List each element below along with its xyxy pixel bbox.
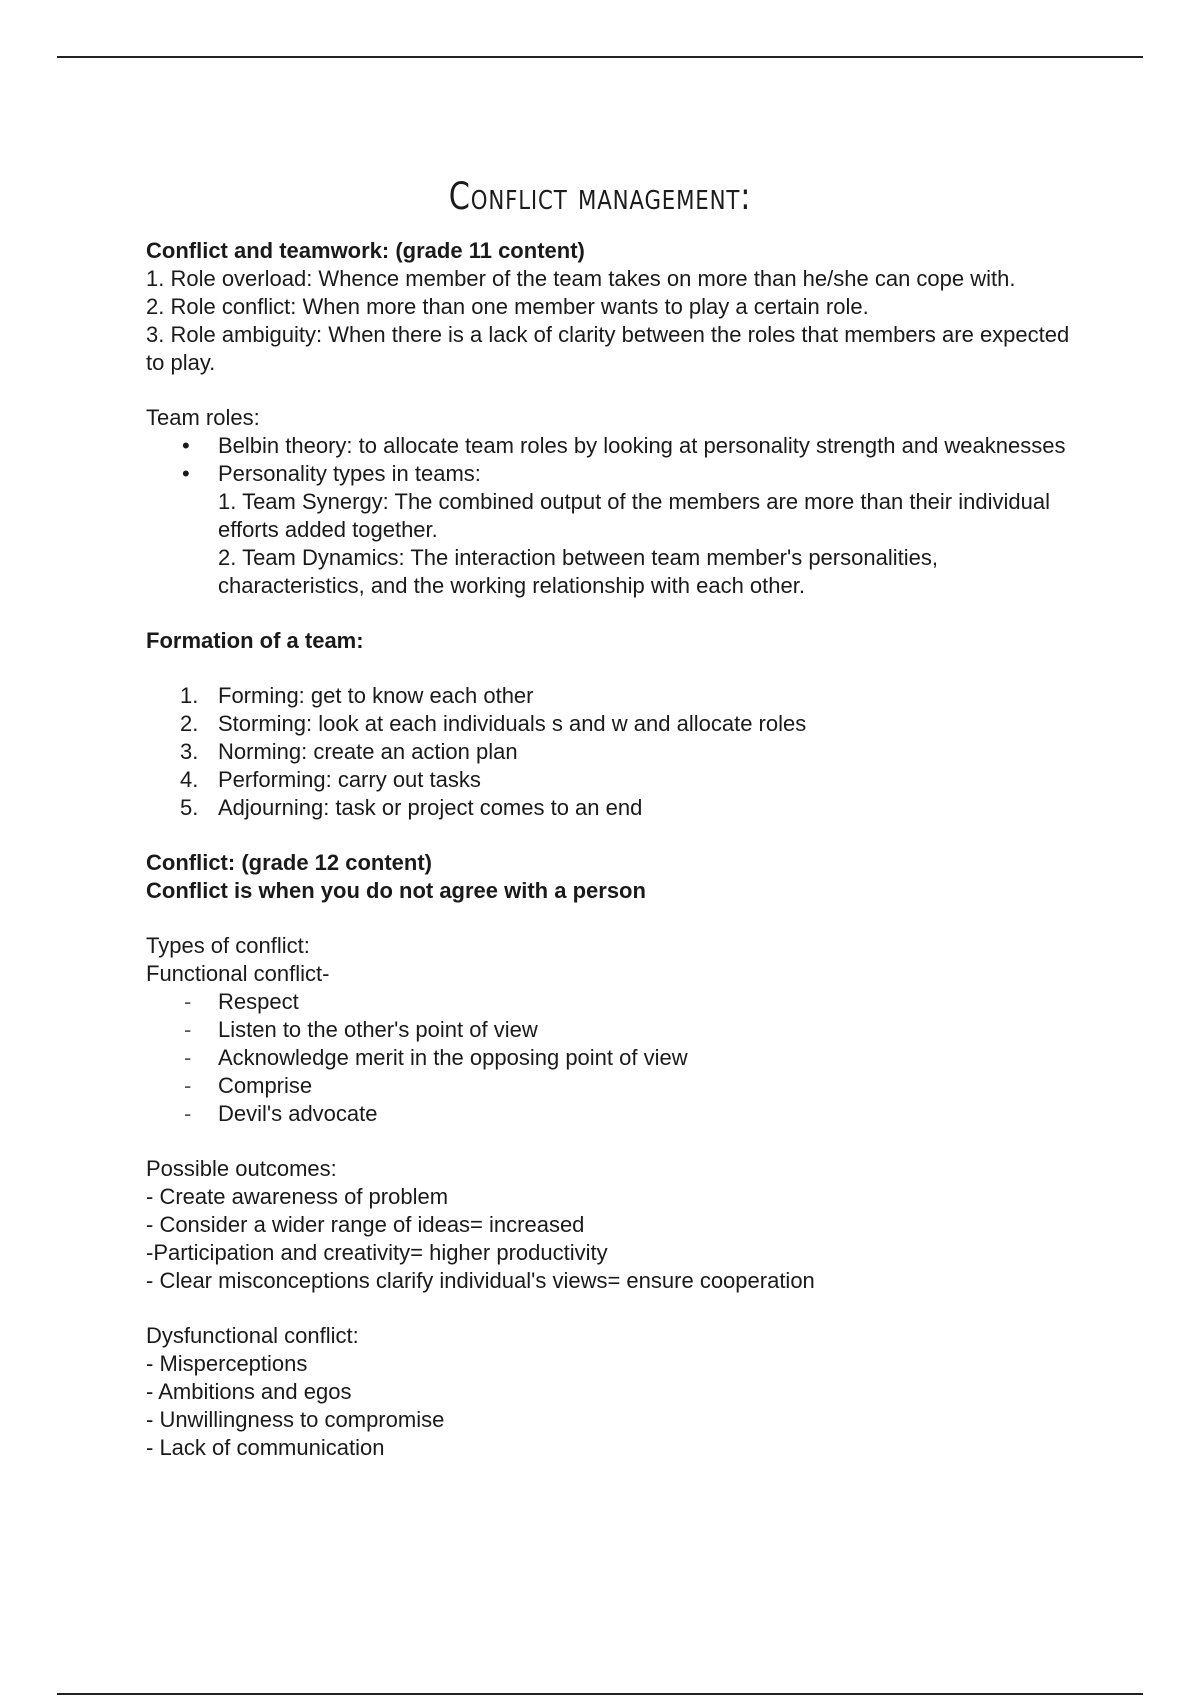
dash-icon: - [184, 1073, 192, 1098]
list-item [146, 794, 1076, 822]
list-item-text: Respect [218, 989, 299, 1014]
section-heading-conflict: Conflict: (grade 12 content) [146, 850, 433, 875]
list-item-text: Devil's advocate [218, 1101, 378, 1126]
conflict-definition: Conflict is when you do not agree with a person [146, 878, 646, 903]
step-text: Performing: carry out tasks [218, 767, 481, 792]
list-item [146, 988, 1076, 1016]
step-number: 3. [180, 739, 199, 764]
list-item [146, 766, 1076, 794]
dash-icon: - [184, 1017, 192, 1042]
functional-conflict-list [146, 988, 1076, 1128]
step-number: 5. [180, 795, 199, 820]
section-heading-teamwork: Conflict and teamwork: (grade 11 content) [146, 238, 585, 263]
dash-icon: - [184, 1045, 192, 1070]
list-item [146, 432, 1076, 460]
top-rule [57, 56, 1143, 58]
step-text: Storming: look at each individuals s and w and allocate roles [218, 711, 807, 736]
team-synergy-text: 1. Team Synergy: The combined output of the members are more than their individual efforts added together. [218, 489, 1050, 542]
functional-conflict-label: Functional conflict- [146, 961, 330, 986]
outcome-item: - Clear misconceptions clarify individual's views= ensure cooperation [146, 1268, 815, 1293]
list-item [146, 1100, 1076, 1128]
dysfunctional-item: - Ambitions and egos [146, 1379, 352, 1404]
types-of-conflict-label: Types of conflict: [146, 933, 310, 958]
dysfunctional-item: - Lack of communication [146, 1435, 385, 1460]
dash-icon: - [184, 1101, 192, 1126]
team-roles-list [146, 432, 1076, 600]
list-item [146, 682, 1076, 710]
step-text: Norming: create an action plan [218, 739, 518, 764]
outcome-item: - Consider a wider range of ideas= increased [146, 1212, 585, 1237]
step-text: Adjourning: task or project comes to an end [218, 795, 643, 820]
role-ambiguity-line: 3. Role ambiguity: When there is a lack of clarity between the roles that members are expected to play. [146, 322, 1070, 375]
formation-steps-list [146, 682, 1076, 822]
team-roles-label: Team roles: [146, 405, 260, 430]
personality-types-text: Personality types in teams: [218, 461, 481, 486]
outcome-item: -Participation and creativity= higher productivity [146, 1240, 608, 1265]
step-number: 4. [180, 767, 199, 792]
step-text: Forming: get to know each other [218, 683, 534, 708]
dysfunctional-item: - Misperceptions [146, 1351, 308, 1376]
section-heading-formation: Formation of a team: [146, 628, 364, 653]
dysfunctional-item: - Unwillingness to compromise [146, 1407, 445, 1432]
dash-icon: - [184, 989, 192, 1014]
list-item [146, 1072, 1076, 1100]
dysfunctional-conflict-label: Dysfunctional conflict: [146, 1323, 359, 1348]
bottom-rule [57, 1693, 1143, 1695]
document-body [146, 237, 1076, 1462]
list-item [146, 1016, 1076, 1044]
role-conflict-line: 2. Role conflict: When more than one member wants to play a certain role. [146, 294, 869, 319]
step-number: 2. [180, 711, 199, 736]
role-overload-line: 1. Role overload: Whence member of the team takes on more than he/she can cope with. [146, 266, 1016, 291]
page-title: Conflict management: [448, 174, 752, 218]
list-item-text: Comprise [218, 1073, 313, 1098]
list-item-text: Listen to the other's point of view [218, 1017, 538, 1042]
list-item [146, 738, 1076, 766]
belbin-theory-text: Belbin theory: to allocate team roles by looking at personality strength and weaknesses [218, 433, 1066, 458]
list-item [146, 460, 1076, 600]
list-item-text: Acknowledge merit in the opposing point of view [218, 1045, 688, 1070]
possible-outcomes-label: Possible outcomes: [146, 1156, 337, 1181]
bullet-icon: • [182, 461, 190, 486]
bullet-icon: • [182, 433, 190, 458]
outcome-item: - Create awareness of problem [146, 1184, 449, 1209]
list-item [146, 710, 1076, 738]
step-number: 1. [180, 683, 199, 708]
list-item [146, 1044, 1076, 1072]
team-dynamics-text: 2. Team Dynamics: The interaction between team member's personalities, characteristics, and the working relationship with each other. [218, 545, 938, 598]
